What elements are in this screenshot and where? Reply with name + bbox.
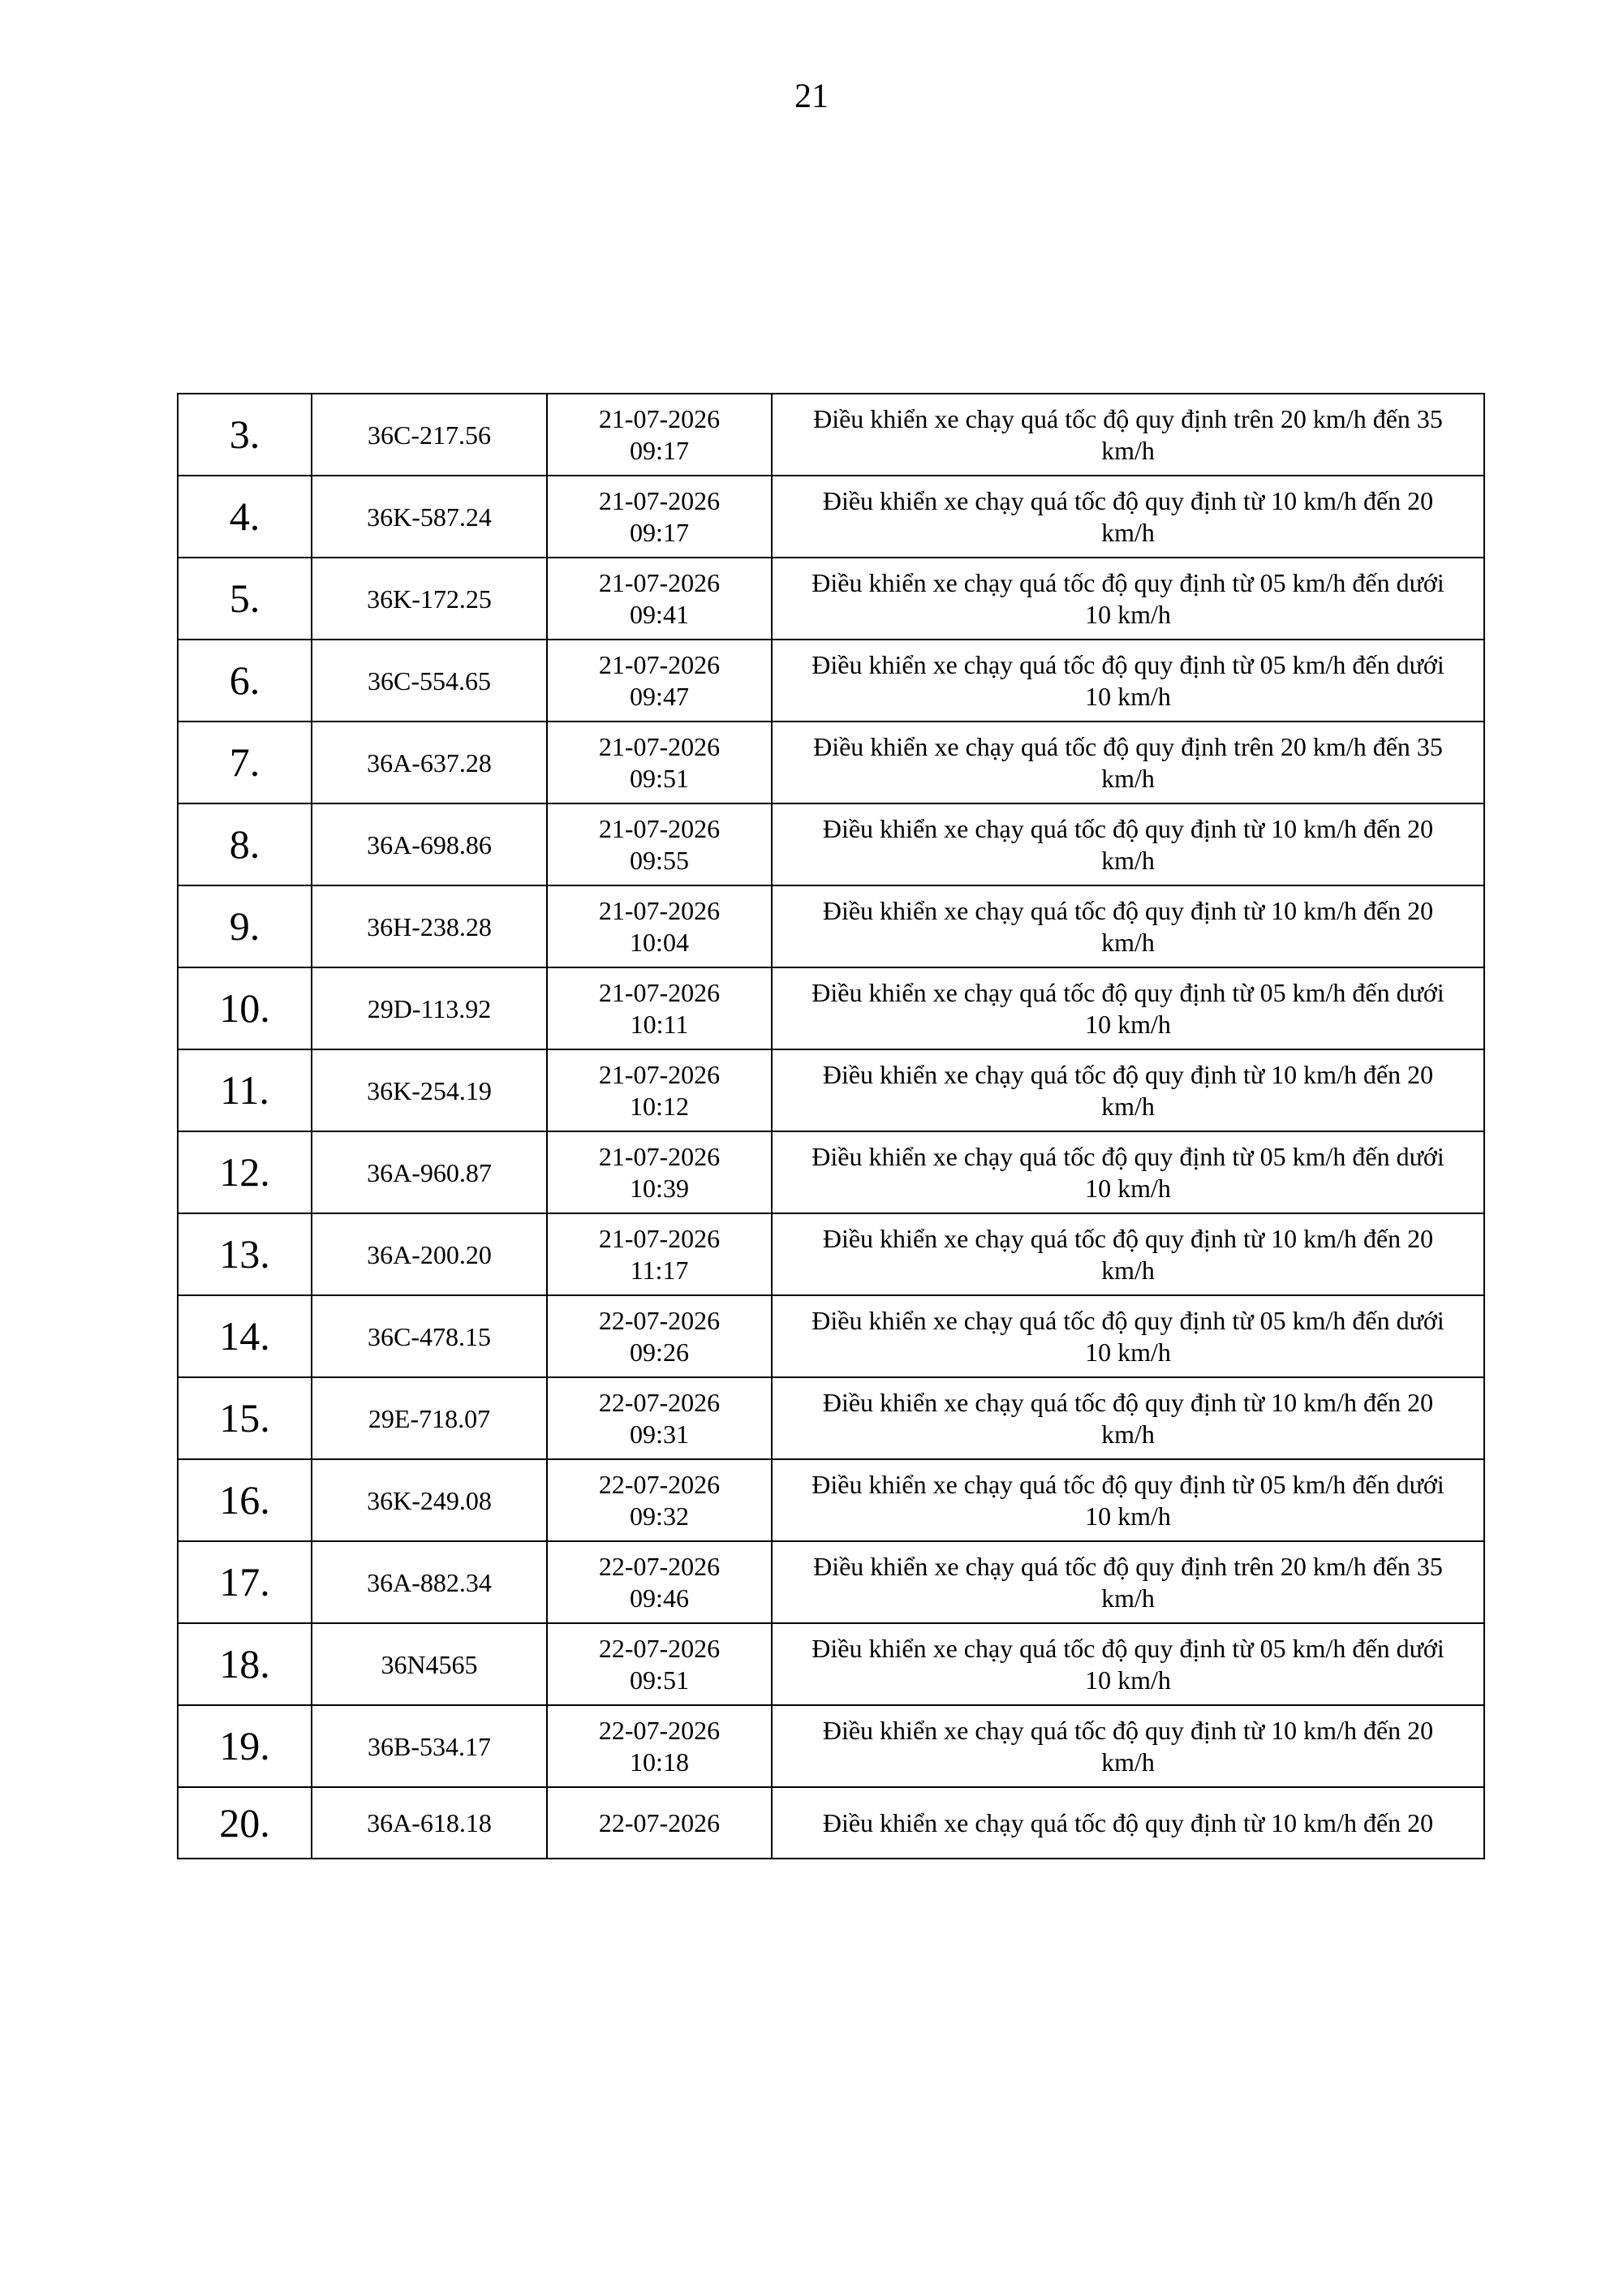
violation-time: 09:26 xyxy=(630,1337,689,1367)
description-line: km/h xyxy=(1101,517,1155,547)
description-line: 10 km/h xyxy=(1085,1501,1171,1531)
description-line: Điều khiển xe chạy quá tốc độ quy định từ 05 km/h đến dưới xyxy=(812,1306,1444,1336)
violation-description xyxy=(772,1541,1484,1623)
license-plate: 36A-698.86 xyxy=(312,803,547,885)
violation-time: 11:17 xyxy=(630,1255,689,1285)
description-line: Điều khiển xe chạy quá tốc độ quy định trên 20 km/h đến 35 xyxy=(813,732,1443,762)
license-plate: 36K-249.08 xyxy=(312,1459,547,1541)
row-number: 13. xyxy=(178,1213,312,1295)
violation-description xyxy=(772,1295,1484,1377)
row-number: 7. xyxy=(178,722,312,803)
violation-datetime xyxy=(547,1213,772,1295)
row-number: 15. xyxy=(178,1377,312,1459)
violation-description xyxy=(772,967,1484,1049)
row-number: 8. xyxy=(178,803,312,885)
table-row xyxy=(178,1377,1484,1459)
violation-description xyxy=(772,885,1484,967)
row-number: 20. xyxy=(178,1787,312,1859)
violation-date: 22-07-2026 xyxy=(598,1634,721,1664)
violation-description xyxy=(772,1459,1484,1541)
table-row xyxy=(178,1459,1484,1541)
description-line: Điều khiển xe chạy quá tốc độ quy định từ 10 km/h đến 20 xyxy=(822,1224,1434,1254)
violation-datetime xyxy=(547,558,772,640)
description-line: 10 km/h xyxy=(1085,1665,1171,1695)
violation-time: 09:47 xyxy=(630,681,689,711)
violation-time: 10:39 xyxy=(630,1173,689,1203)
row-number: 12. xyxy=(178,1131,312,1213)
description-line: Điều khiển xe chạy quá tốc độ quy định từ 10 km/h đến 20 xyxy=(822,896,1434,926)
violation-time: 09:41 xyxy=(630,599,689,629)
violation-datetime xyxy=(547,885,772,967)
violation-time: 09:51 xyxy=(630,1665,689,1695)
table-row xyxy=(178,394,1484,476)
row-number: 10. xyxy=(178,967,312,1049)
table-row xyxy=(178,1049,1484,1131)
row-number: 18. xyxy=(178,1623,312,1705)
row-number: 4. xyxy=(178,476,312,558)
violation-date: 21-07-2026 xyxy=(598,732,721,762)
table-row xyxy=(178,1787,1484,1859)
violation-description xyxy=(772,722,1484,803)
description-line: Điều khiển xe chạy quá tốc độ quy định từ 05 km/h đến dưới xyxy=(812,1142,1444,1172)
description-line: km/h xyxy=(1101,927,1155,957)
violation-datetime xyxy=(547,803,772,885)
violation-date: 21-07-2026 xyxy=(598,1224,721,1254)
license-plate: 36A-960.87 xyxy=(312,1131,547,1213)
violation-datetime xyxy=(547,1131,772,1213)
violation-time: 09:32 xyxy=(630,1501,689,1531)
description-line: Điều khiển xe chạy quá tốc độ quy định từ 10 km/h đến 20 xyxy=(822,814,1434,844)
violation-description xyxy=(772,1623,1484,1705)
violation-date: 22-07-2026 xyxy=(598,1807,721,1837)
violation-date: 21-07-2026 xyxy=(598,1060,721,1090)
description-line: km/h xyxy=(1101,1583,1155,1613)
description-line: Điều khiển xe chạy quá tốc độ quy định từ 05 km/h đến dưới xyxy=(812,650,1444,680)
license-plate: 36K-587.24 xyxy=(312,476,547,558)
description-line: Điều khiển xe chạy quá tốc độ quy định từ 05 km/h đến dưới xyxy=(812,1634,1444,1664)
description-line: km/h xyxy=(1101,435,1155,465)
license-plate: 36K-172.25 xyxy=(312,558,547,640)
description-line: 10 km/h xyxy=(1085,1173,1171,1203)
violation-datetime xyxy=(547,722,772,803)
description-line: Điều khiển xe chạy quá tốc độ quy định từ 10 km/h đến 20 xyxy=(822,1060,1434,1090)
table-row xyxy=(178,1295,1484,1377)
violation-time: 09:51 xyxy=(630,763,689,793)
violation-datetime xyxy=(547,1295,772,1377)
row-number: 3. xyxy=(178,394,312,476)
violation-datetime xyxy=(547,1787,772,1859)
row-number: 19. xyxy=(178,1705,312,1787)
table-row xyxy=(178,885,1484,967)
violation-description xyxy=(772,803,1484,885)
row-number: 11. xyxy=(178,1049,312,1131)
license-plate: 29D-113.92 xyxy=(312,967,547,1049)
violation-datetime xyxy=(547,640,772,722)
violation-time: 10:11 xyxy=(630,1009,689,1039)
violation-time: 09:17 xyxy=(630,517,689,547)
row-number: 14. xyxy=(178,1295,312,1377)
description-line: 10 km/h xyxy=(1085,681,1171,711)
row-number: 17. xyxy=(178,1541,312,1623)
description-line: km/h xyxy=(1101,1747,1155,1777)
license-plate: 36C-217.56 xyxy=(312,394,547,476)
table-row xyxy=(178,640,1484,722)
violation-time: 10:12 xyxy=(630,1091,689,1121)
description-line: Điều khiển xe chạy quá tốc độ quy định từ 05 km/h đến dưới xyxy=(812,978,1444,1008)
violation-time: 09:17 xyxy=(630,435,689,465)
violation-date: 21-07-2026 xyxy=(598,978,721,1008)
violation-time: 09:55 xyxy=(630,845,689,875)
violation-description xyxy=(772,640,1484,722)
violation-date: 22-07-2026 xyxy=(598,1306,721,1336)
description-line: km/h xyxy=(1101,1419,1155,1449)
row-number: 5. xyxy=(178,558,312,640)
table-row xyxy=(178,1541,1484,1623)
violation-datetime xyxy=(547,967,772,1049)
violation-description xyxy=(772,1787,1484,1859)
violation-description xyxy=(772,1131,1484,1213)
description-line: Điều khiển xe chạy quá tốc độ quy định trên 20 km/h đến 35 xyxy=(813,404,1443,434)
violation-date: 22-07-2026 xyxy=(598,1552,721,1582)
violation-date: 21-07-2026 xyxy=(598,568,721,598)
table-row xyxy=(178,722,1484,803)
description-line: Điều khiển xe chạy quá tốc độ quy định từ 10 km/h đến 20 xyxy=(822,1807,1434,1837)
license-plate: 36K-254.19 xyxy=(312,1049,547,1131)
row-number: 16. xyxy=(178,1459,312,1541)
table-row xyxy=(178,967,1484,1049)
description-line: Điều khiển xe chạy quá tốc độ quy định từ 10 km/h đến 20 xyxy=(822,486,1434,516)
violation-date: 22-07-2026 xyxy=(598,1388,721,1418)
description-line: Điều khiển xe chạy quá tốc độ quy định từ 05 km/h đến dưới xyxy=(812,568,1444,598)
violation-description xyxy=(772,1705,1484,1787)
description-line: Điều khiển xe chạy quá tốc độ quy định từ 10 km/h đến 20 xyxy=(822,1716,1434,1746)
violation-description xyxy=(772,1377,1484,1459)
violation-datetime xyxy=(547,1541,772,1623)
violation-description xyxy=(772,1213,1484,1295)
violation-datetime xyxy=(547,1623,772,1705)
violation-date: 21-07-2026 xyxy=(598,896,721,926)
table-row xyxy=(178,476,1484,558)
description-line: km/h xyxy=(1101,1255,1155,1285)
violation-datetime xyxy=(547,476,772,558)
violation-datetime xyxy=(547,1705,772,1787)
violation-date: 22-07-2026 xyxy=(598,1470,721,1500)
description-line: Điều khiển xe chạy quá tốc độ quy định từ 10 km/h đến 20 xyxy=(822,1388,1434,1418)
license-plate: 36C-478.15 xyxy=(312,1295,547,1377)
violation-time: 10:18 xyxy=(630,1747,689,1777)
license-plate: 36A-882.34 xyxy=(312,1541,547,1623)
violation-time: 09:31 xyxy=(630,1419,689,1449)
description-line: km/h xyxy=(1101,845,1155,875)
violation-description xyxy=(772,558,1484,640)
description-line: Điều khiển xe chạy quá tốc độ quy định trên 20 km/h đến 35 xyxy=(813,1552,1443,1582)
license-plate: 36N4565 xyxy=(312,1623,547,1705)
row-number: 9. xyxy=(178,885,312,967)
table-row xyxy=(178,1131,1484,1213)
description-line: km/h xyxy=(1101,763,1155,793)
violation-date: 21-07-2026 xyxy=(598,486,721,516)
table-row xyxy=(178,803,1484,885)
license-plate: 29E-718.07 xyxy=(312,1377,547,1459)
description-line: 10 km/h xyxy=(1085,599,1171,629)
violation-date: 21-07-2026 xyxy=(598,650,721,680)
license-plate: 36A-637.28 xyxy=(312,722,547,803)
violation-description xyxy=(772,394,1484,476)
license-plate: 36A-200.20 xyxy=(312,1213,547,1295)
description-line: Điều khiển xe chạy quá tốc độ quy định từ 05 km/h đến dưới xyxy=(812,1470,1444,1500)
license-plate: 36A-618.18 xyxy=(312,1787,547,1859)
violation-description xyxy=(772,476,1484,558)
violation-date: 21-07-2026 xyxy=(598,1142,721,1172)
violation-time: 10:04 xyxy=(630,927,689,957)
description-line: 10 km/h xyxy=(1085,1337,1171,1367)
violation-date: 22-07-2026 xyxy=(598,1716,721,1746)
violation-datetime xyxy=(547,1049,772,1131)
description-line: 10 km/h xyxy=(1085,1009,1171,1039)
violation-date: 21-07-2026 xyxy=(598,814,721,844)
description-line: km/h xyxy=(1101,1091,1155,1121)
table-row xyxy=(178,1705,1484,1787)
violation-date: 21-07-2026 xyxy=(598,404,721,434)
license-plate: 36B-534.17 xyxy=(312,1705,547,1787)
table-row xyxy=(178,1623,1484,1705)
license-plate: 36C-554.65 xyxy=(312,640,547,722)
row-number: 6. xyxy=(178,640,312,722)
violation-description xyxy=(772,1049,1484,1131)
violation-datetime xyxy=(547,1459,772,1541)
violation-datetime xyxy=(547,1377,772,1459)
table-row xyxy=(178,1213,1484,1295)
page-number: 21 xyxy=(794,78,829,115)
violations-table xyxy=(177,393,1485,1859)
license-plate: 36H-238.28 xyxy=(312,885,547,967)
table-row xyxy=(178,558,1484,640)
violation-time: 09:46 xyxy=(630,1583,689,1613)
violation-datetime xyxy=(547,394,772,476)
